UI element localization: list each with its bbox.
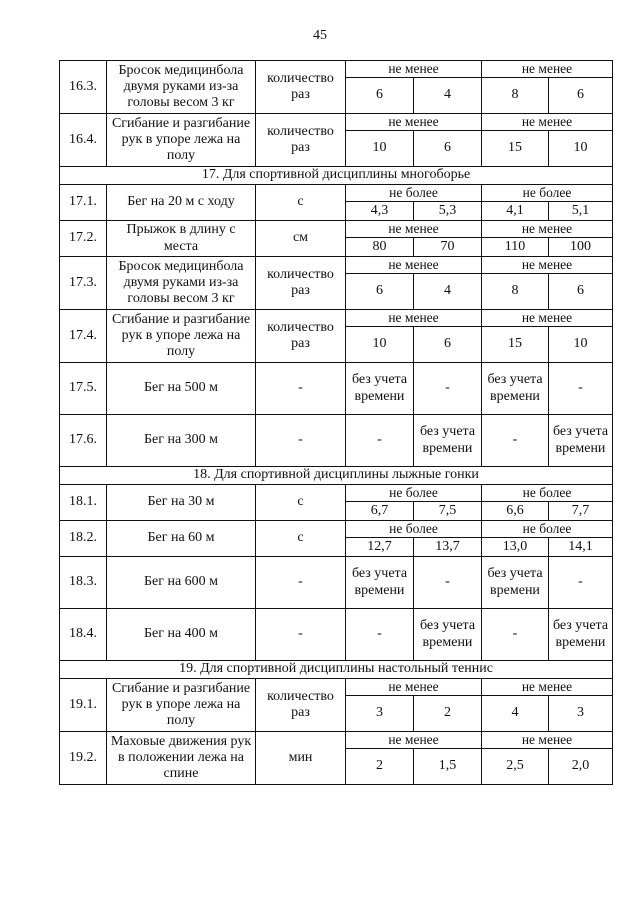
- item-unit: -: [256, 557, 346, 609]
- item-number: 18.3.: [60, 557, 107, 609]
- item-name: Бросок медицинбола двумя руками из-за головы весом 3 кг: [107, 61, 256, 114]
- condition-label: не более: [482, 185, 613, 202]
- condition-label: не менее: [482, 114, 613, 131]
- norm-value: -: [482, 415, 549, 467]
- table-row: [60, 732, 613, 749]
- table-row: [60, 485, 613, 502]
- item-number: 18.4.: [60, 609, 107, 661]
- condition-label: не менее: [482, 732, 613, 749]
- condition-label: не менее: [482, 679, 613, 696]
- condition-label: не более: [482, 485, 613, 502]
- norm-value: без учета времени: [346, 557, 414, 609]
- norm-value: 6: [414, 327, 482, 363]
- page-number: 45: [313, 28, 327, 43]
- item-unit: с: [256, 185, 346, 221]
- norm-value: 4,3: [346, 202, 414, 221]
- item-number: 18.2.: [60, 521, 107, 557]
- norm-value: 4: [482, 696, 549, 732]
- condition-label: не менее: [482, 310, 613, 327]
- norm-value: 100: [549, 238, 613, 257]
- norm-value: 10: [346, 131, 414, 167]
- item-number: 18.1.: [60, 485, 107, 521]
- item-name: Бег на 600 м: [107, 557, 256, 609]
- norm-value: 6: [414, 131, 482, 167]
- item-unit: количество раз: [256, 257, 346, 310]
- norm-value: 10: [549, 131, 613, 167]
- norm-value: 80: [346, 238, 414, 257]
- item-name: Бег на 500 м: [107, 363, 256, 415]
- item-unit: с: [256, 485, 346, 521]
- section-row: [60, 467, 613, 485]
- condition-label: не менее: [346, 732, 482, 749]
- norm-value: 7,7: [549, 502, 613, 521]
- condition-label: не менее: [346, 310, 482, 327]
- condition-label: не менее: [346, 114, 482, 131]
- item-number: 17.5.: [60, 363, 107, 415]
- table-row: [60, 61, 613, 78]
- norm-value: 8: [482, 78, 549, 114]
- norm-value: 14,1: [549, 538, 613, 557]
- norm-value: -: [482, 609, 549, 661]
- norm-value: 10: [549, 327, 613, 363]
- item-name: Бег на 30 м: [107, 485, 256, 521]
- norm-value: без учета времени: [414, 609, 482, 661]
- table-row: [60, 415, 613, 467]
- condition-label: не менее: [482, 221, 613, 238]
- item-name: Бросок медицинбола двумя руками из-за головы весом 3 кг: [107, 257, 256, 310]
- item-name: Прыжок в длину с места: [107, 221, 256, 257]
- norm-value: 1,5: [414, 749, 482, 785]
- item-number: 17.2.: [60, 221, 107, 257]
- norm-value: 3: [346, 696, 414, 732]
- section-row: [60, 167, 613, 185]
- norm-value: -: [414, 363, 482, 415]
- norm-value: 15: [482, 327, 549, 363]
- table-row: [60, 221, 613, 238]
- item-name: Бег на 60 м: [107, 521, 256, 557]
- norm-value: 13,7: [414, 538, 482, 557]
- item-unit: количество раз: [256, 679, 346, 732]
- norm-value: -: [346, 415, 414, 467]
- norm-value: без учета времени: [414, 415, 482, 467]
- norm-value: 13,0: [482, 538, 549, 557]
- norm-value: 6: [346, 78, 414, 114]
- condition-label: не более: [346, 185, 482, 202]
- section-title: 17. Для спортивной дисциплины многоборье: [60, 167, 613, 185]
- norm-value: 6,6: [482, 502, 549, 521]
- norm-value: 15: [482, 131, 549, 167]
- condition-label: не менее: [346, 221, 482, 238]
- norm-value: 110: [482, 238, 549, 257]
- norm-value: 5,1: [549, 202, 613, 221]
- item-name: Сгибание и разгибание рук в упоре лежа на полу: [107, 310, 256, 363]
- norm-value: 3: [549, 696, 613, 732]
- table-row: [60, 185, 613, 202]
- section-title: 18. Для спортивной дисциплины лыжные гонки: [60, 467, 613, 485]
- item-number: 17.6.: [60, 415, 107, 467]
- item-unit: мин: [256, 732, 346, 785]
- section-row: [60, 661, 613, 679]
- item-unit: см: [256, 221, 346, 257]
- item-unit: с: [256, 521, 346, 557]
- table-row: [60, 521, 613, 538]
- item-number: 16.4.: [60, 114, 107, 167]
- item-unit: -: [256, 609, 346, 661]
- norm-value: 8: [482, 274, 549, 310]
- table-row: [60, 557, 613, 609]
- norm-value: 4,1: [482, 202, 549, 221]
- table-row: [60, 363, 613, 415]
- norm-value: без учета времени: [549, 415, 613, 467]
- item-name: Сгибание и разгибание рук в упоре лежа на полу: [107, 679, 256, 732]
- table-row: [60, 609, 613, 661]
- table-row: [60, 257, 613, 274]
- norm-value: 12,7: [346, 538, 414, 557]
- norms-table: [59, 60, 613, 785]
- item-unit: количество раз: [256, 310, 346, 363]
- norm-value: без учета времени: [482, 363, 549, 415]
- condition-label: не менее: [346, 61, 482, 78]
- item-number: 19.1.: [60, 679, 107, 732]
- condition-label: не более: [346, 485, 482, 502]
- condition-label: не более: [346, 521, 482, 538]
- item-unit: количество раз: [256, 61, 346, 114]
- norm-value: без учета времени: [549, 609, 613, 661]
- norm-value: без учета времени: [346, 363, 414, 415]
- item-number: 17.3.: [60, 257, 107, 310]
- norm-value: 2,0: [549, 749, 613, 785]
- item-unit: количество раз: [256, 114, 346, 167]
- norm-value: 7,5: [414, 502, 482, 521]
- item-name: Бег на 20 м с ходу: [107, 185, 256, 221]
- item-name: Бег на 300 м: [107, 415, 256, 467]
- norm-value: 6,7: [346, 502, 414, 521]
- section-title: 19. Для спортивной дисциплины настольный теннис: [60, 661, 613, 679]
- table-row: [60, 679, 613, 696]
- norm-value: 6: [549, 78, 613, 114]
- norm-value: -: [549, 557, 613, 609]
- norm-value: 10: [346, 327, 414, 363]
- norm-value: -: [346, 609, 414, 661]
- norm-value: 6: [549, 274, 613, 310]
- norm-value: 5,3: [414, 202, 482, 221]
- item-number: 17.4.: [60, 310, 107, 363]
- norm-value: 6: [346, 274, 414, 310]
- item-name: Сгибание и разгибание рук в упоре лежа на полу: [107, 114, 256, 167]
- item-unit: -: [256, 363, 346, 415]
- condition-label: не менее: [482, 257, 613, 274]
- norm-value: без учета времени: [482, 557, 549, 609]
- norm-value: 2: [414, 696, 482, 732]
- item-name: Бег на 400 м: [107, 609, 256, 661]
- item-unit: -: [256, 415, 346, 467]
- norm-value: -: [414, 557, 482, 609]
- norm-value: -: [549, 363, 613, 415]
- condition-label: не менее: [346, 257, 482, 274]
- norm-value: 70: [414, 238, 482, 257]
- norm-value: 2,5: [482, 749, 549, 785]
- condition-label: не более: [482, 521, 613, 538]
- norm-value: 4: [414, 274, 482, 310]
- norm-value: 2: [346, 749, 414, 785]
- item-name: Маховые движения рук в положении лежа на спине: [107, 732, 256, 785]
- norm-value: 4: [414, 78, 482, 114]
- item-number: 19.2.: [60, 732, 107, 785]
- table-row: [60, 310, 613, 327]
- item-number: 17.1.: [60, 185, 107, 221]
- table-row: [60, 114, 613, 131]
- item-number: 16.3.: [60, 61, 107, 114]
- condition-label: не менее: [482, 61, 613, 78]
- condition-label: не менее: [346, 679, 482, 696]
